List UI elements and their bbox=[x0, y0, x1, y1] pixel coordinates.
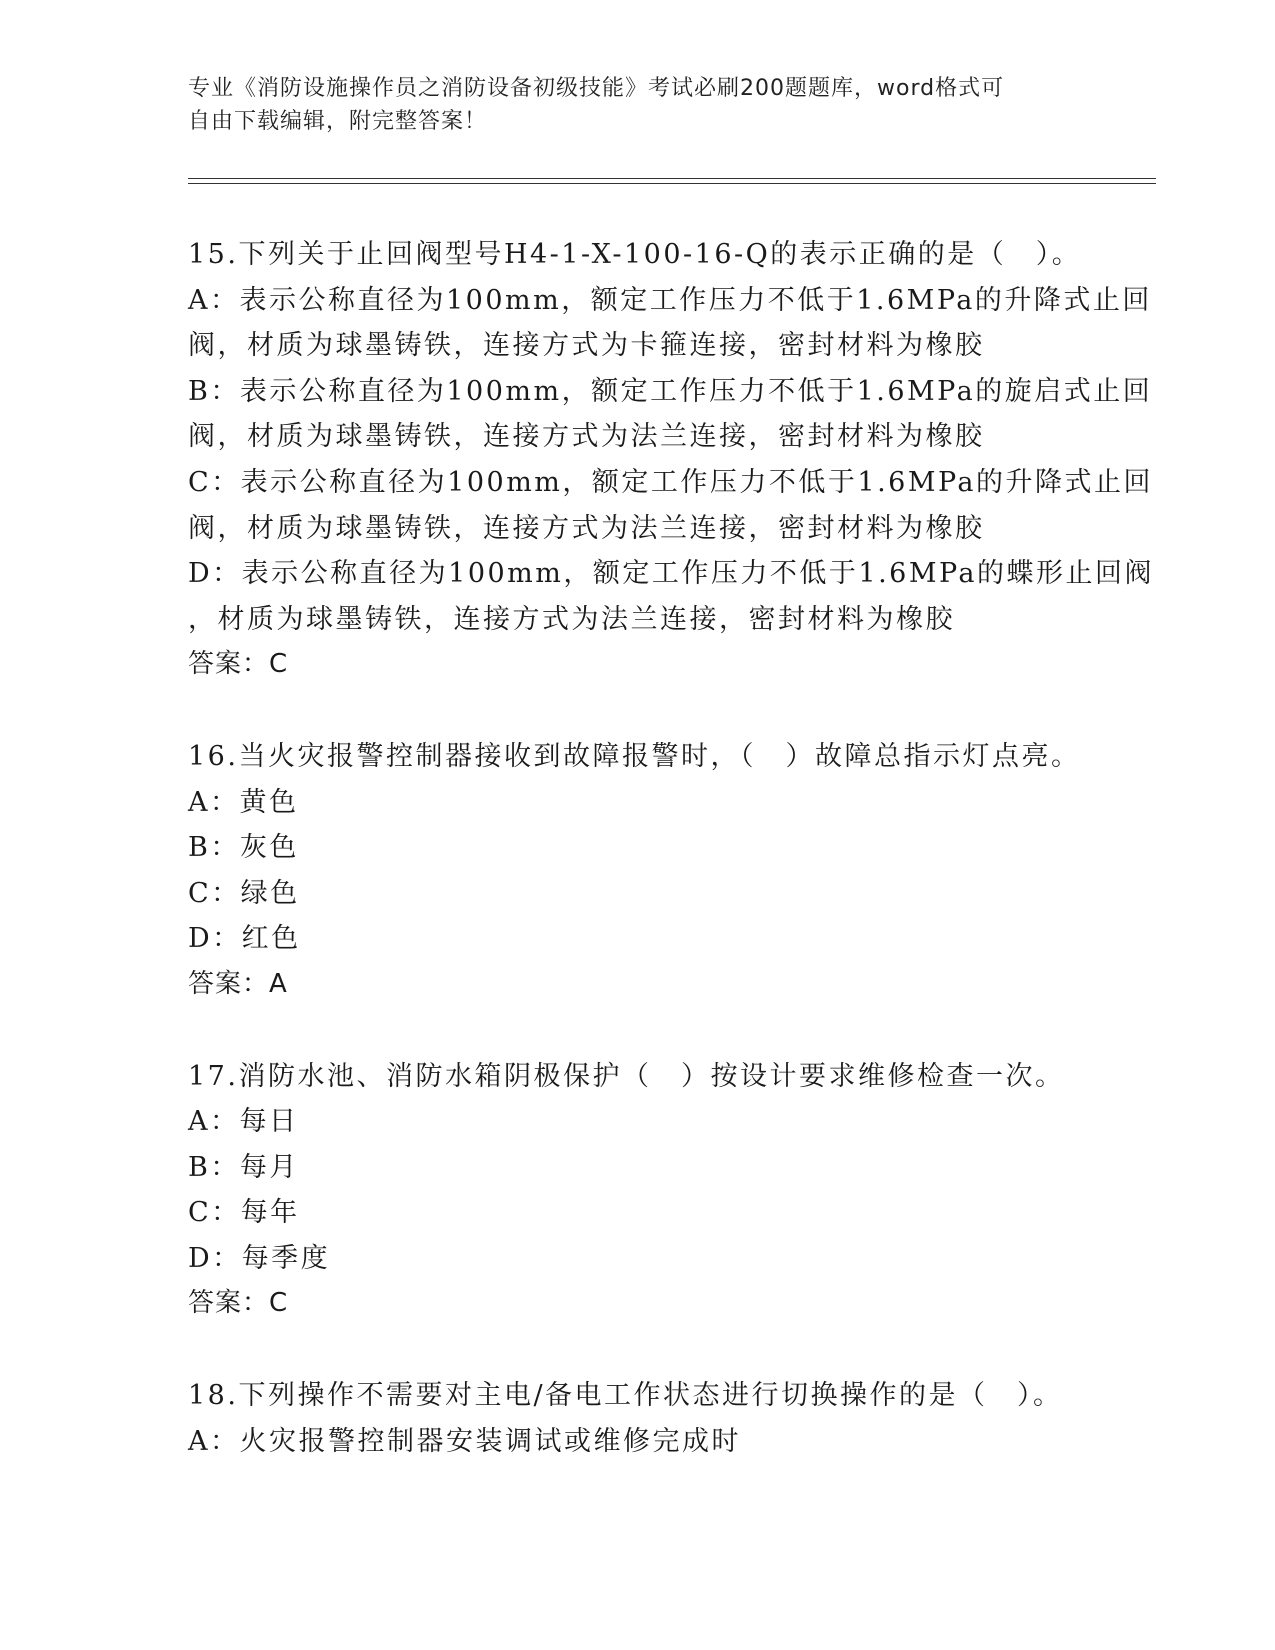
header-rule-top bbox=[188, 178, 1156, 179]
question-stem: 18.下列操作不需要对主电/备电工作状态进行切换操作的是（ ）。 bbox=[188, 1380, 1063, 1412]
question-15 bbox=[188, 232, 1155, 688]
option-line: B：表示公称直径为100mm，额定工作压力不低于1.6MPa的旋启式止回 bbox=[188, 375, 1153, 407]
option-line: 阀，材质为球墨铸铁，连接方式为法兰连接，密封材料为橡胶 bbox=[188, 421, 985, 453]
question-17 bbox=[188, 1054, 1088, 1328]
option-line: B：每月 bbox=[188, 1151, 299, 1183]
answer-label: 答案：A bbox=[188, 968, 288, 999]
question-stem: 16.当火灾报警控制器接收到故障报警时，（ ）故障总指示灯点亮。 bbox=[188, 740, 1081, 772]
header-line-1: 专业《消防设施操作员之消防设备初级技能》考试必刷200题题库，word格式可 bbox=[188, 76, 1005, 101]
option-line: D：每季度 bbox=[188, 1242, 331, 1274]
question-16 bbox=[188, 734, 1088, 1008]
option-line: A：火灾报警控制器安装调试或维修完成时 bbox=[188, 1425, 741, 1457]
option-line: ，材质为球墨铸铁，连接方式为法兰连接，密封材料为橡胶 bbox=[188, 603, 955, 635]
document-header bbox=[188, 72, 1088, 138]
option-line: D：表示公称直径为100mm，额定工作压力不低于1.6MPa的蝶形止回阀 bbox=[188, 558, 1155, 590]
header-line-2: 自由下载编辑，附完整答案！ bbox=[188, 109, 488, 134]
option-line: A：黄色 bbox=[188, 786, 299, 818]
answer-label: 答案：C bbox=[188, 1288, 289, 1319]
option-line: B：灰色 bbox=[188, 832, 299, 864]
option-line: 阀，材质为球墨铸铁，连接方式为卡箍连接，密封材料为橡胶 bbox=[188, 330, 985, 362]
option-line: D：红色 bbox=[188, 923, 301, 955]
option-line: A：表示公称直径为100mm，额定工作压力不低于1.6MPa的升降式止回 bbox=[188, 284, 1152, 316]
header-rule-bottom bbox=[188, 183, 1156, 184]
question-list bbox=[188, 232, 1155, 1510]
option-line: 阀，材质为球墨铸铁，连接方式为法兰连接，密封材料为橡胶 bbox=[188, 512, 985, 544]
question-18 bbox=[188, 1373, 1088, 1464]
answer-label: 答案：C bbox=[188, 649, 289, 680]
question-stem: 17.消防水池、消防水箱阴极保护（ ）按设计要求维修检查一次。 bbox=[188, 1060, 1065, 1092]
option-line: C：绿色 bbox=[188, 877, 300, 909]
question-stem: 15.下列关于止回阀型号H4-1-X-100-16-Q的表示正确的是（ ）。 bbox=[188, 239, 1082, 270]
option-line: C：每年 bbox=[188, 1197, 300, 1229]
option-line: C：表示公称直径为100mm，额定工作压力不低于1.6MPa的升降式止回 bbox=[188, 466, 1154, 498]
option-line: A：每日 bbox=[188, 1106, 299, 1138]
